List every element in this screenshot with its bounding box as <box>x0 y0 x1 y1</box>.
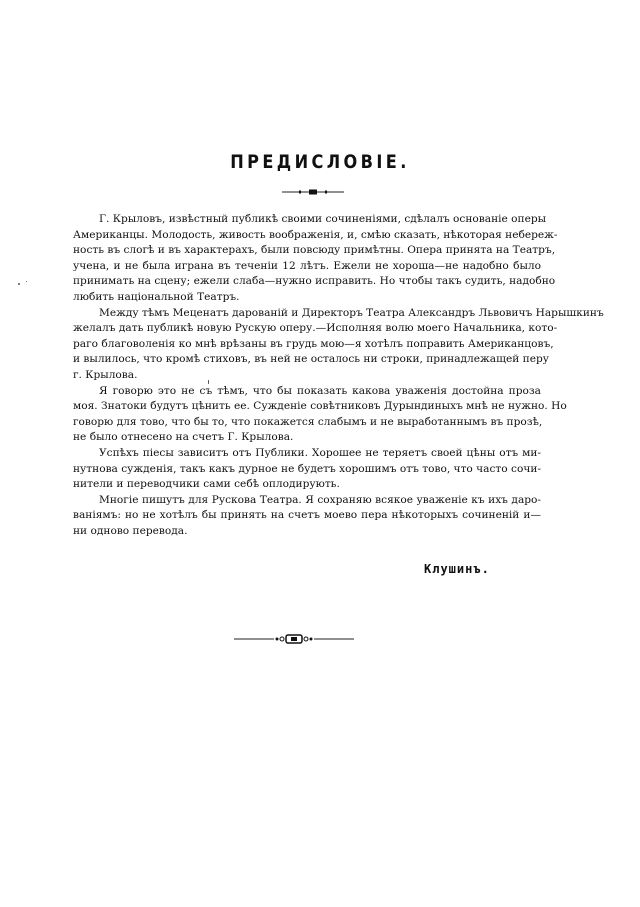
print-speck <box>26 281 27 282</box>
text-line: ваніямъ: но не хотѣлъ бы принять на счетъ моево пера нѣкоторыхъ сочиненій и— <box>73 509 541 522</box>
print-speck <box>18 283 20 285</box>
paragraph-1 <box>73 212 558 306</box>
text-line: Многіе пишутъ для Рускова Театра. Я сохраняю всякое уваженіе къ ихъ даро- <box>99 493 541 506</box>
text-line: Американцы. Молодость, живость воображенія, и, смѣю сказать, нѣкоторая небереж- <box>73 228 558 241</box>
text-line: любить національной Театръ. <box>73 290 240 303</box>
text-line: г. Крылова. <box>73 368 138 381</box>
text-line: моя. Знатоки будутъ цѣнить ее. Сужденіе совѣтниковъ Дурындиныхъ мнѣ не нужно. Но <box>73 400 567 413</box>
text-line: и вылилось, что кромѣ стиховъ, въ ней не осталось ни строки, принадлежащей перу <box>73 353 549 366</box>
text-line: желалъ дать публикѣ новую Рускую оперу.—Исполняя волю моего Начальника, кото- <box>73 322 558 335</box>
text-line: принимать на сцену; ежели слаба—нужно исправить. Но чтобы такъ судить, надобно <box>73 275 556 288</box>
text-line: Г. Крыловъ, извѣстный публикѣ своими сочиненіями, сдѣлалъ основаніе оперы <box>99 213 547 225</box>
ornament-divider-icon <box>282 189 344 195</box>
text-line: раго благоволенія ко мнѣ врѣзаны въ грудь мою—я хотѣлъ поправить Американцовъ, <box>73 337 554 350</box>
text-line: не было отнесено на счетъ Г. Крылова. <box>73 431 294 444</box>
text-line: нутнова сужденія, такъ какъ дурное не будетъ хорошимъ отъ тово, что часто сочи- <box>73 462 541 475</box>
text-line: говорю для тово, что бы то, что покажется слабымъ и не выработаннымъ въ прозѣ, <box>73 415 543 428</box>
paragraph-4 <box>73 446 541 493</box>
paragraph-5 <box>73 493 541 540</box>
paragraph-2 <box>73 306 604 384</box>
preface-body <box>73 212 604 539</box>
print-speck <box>208 380 209 384</box>
text-line: Между тѣмъ Меценатъ дарованій и Директоръ Театра Александръ Львовичъ Нарышкинъ <box>99 306 604 319</box>
text-line: нители и переводчики сами себѣ оплодирують. <box>73 478 340 491</box>
text-line: ни одново перевода. <box>73 524 188 537</box>
page-title: ПРЕДИСЛОВІЕ. <box>230 151 410 173</box>
paragraph-3 <box>73 384 567 446</box>
signature: Клушинъ. <box>424 562 490 576</box>
text-line: Я говорю это не съ тѣмъ, что бы показать какова уваженія достойна проза <box>99 384 541 397</box>
text-line: ность въ слогѣ и въ характерахъ, были повсюду примѣтны. Опера принята на Театръ, <box>73 244 556 257</box>
tailpiece-ornament-icon <box>234 634 354 644</box>
text-line: Успѣхъ піесы зависитъ отъ Публики. Хорошее не теряетъ своей цѣны отъ ми- <box>99 446 541 459</box>
text-line: учена, и не была играна въ теченіи 12 лѣтъ. Ежели не хороша—не надобно было <box>73 259 541 272</box>
